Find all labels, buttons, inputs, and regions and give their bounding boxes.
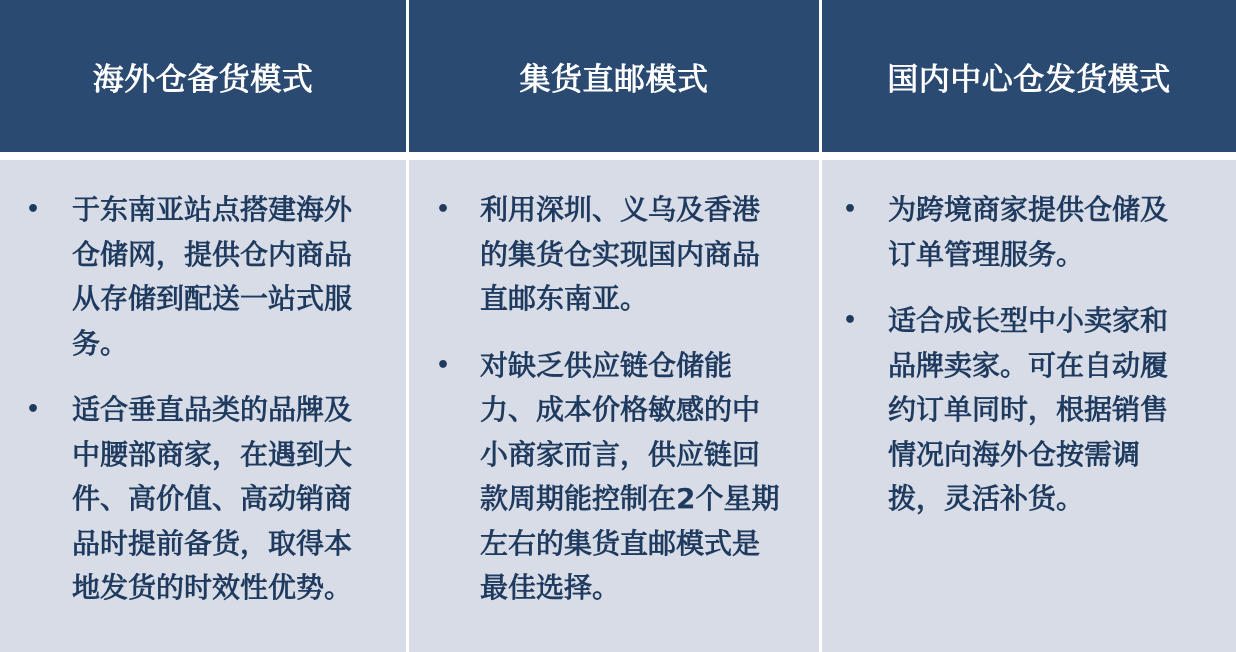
bullet-dot-icon: • — [436, 352, 451, 378]
column-body-consolidated-direct-mail — [409, 160, 822, 652]
bullet-item — [822, 188, 1236, 277]
column-header-consolidated-direct-mail — [409, 0, 822, 152]
bullet-text: 于东南亚站点搭建海外仓储网，提供仓内商品从存储到配送一站式服务。 — [72, 193, 353, 360]
column-title: 集货直邮模式 — [519, 61, 709, 98]
column-body-overseas-warehouse — [0, 160, 409, 652]
bullet-dot-icon: • — [26, 397, 41, 422]
bullet-dot-icon: • — [436, 197, 451, 222]
bullet-text: 利用深圳、义乌及香港的集货仓实现国内商品直邮东南亚。 — [480, 193, 761, 315]
column-header-overseas-warehouse — [0, 0, 409, 152]
bullet-item — [409, 188, 819, 322]
column-title: 海外仓备货模式 — [92, 61, 314, 98]
bullet-dot-icon: • — [843, 197, 858, 222]
bullet-text: 适合垂直品类的品牌及中腰部商家，在遇到大件、高价值、高动销商品时提前备货，取得本地发货的时效性优势。 — [72, 393, 353, 604]
bullet-dot-icon: • — [26, 197, 41, 222]
bullet-dot-icon: • — [843, 308, 858, 333]
bullet-list — [0, 160, 406, 611]
bullet-text: 适合成长型中小卖家和品牌卖家。可在自动履约订单同时，根据销售情况向海外仓按需调拨，灵活补货。 — [888, 304, 1169, 515]
bullet-item — [0, 388, 406, 611]
bullet-list — [409, 160, 819, 611]
column-header-domestic-central-warehouse — [822, 0, 1236, 152]
bullet-list — [822, 160, 1236, 522]
bullet-item — [822, 299, 1236, 522]
bullet-text: 对缺乏供应链仓储能力、成本价格敏感的中小商家而言，供应链回款周期能控制在2个星期左右的集货直邮模式是最佳选择。 — [480, 348, 780, 604]
bullet-text: 为跨境商家提供仓储及订单管理服务。 — [888, 193, 1169, 271]
column-body-domestic-central-warehouse — [822, 160, 1236, 652]
bullet-item — [0, 188, 406, 366]
column-title: 国内中心仓发货模式 — [887, 61, 1171, 98]
bullet-item — [409, 344, 819, 611]
